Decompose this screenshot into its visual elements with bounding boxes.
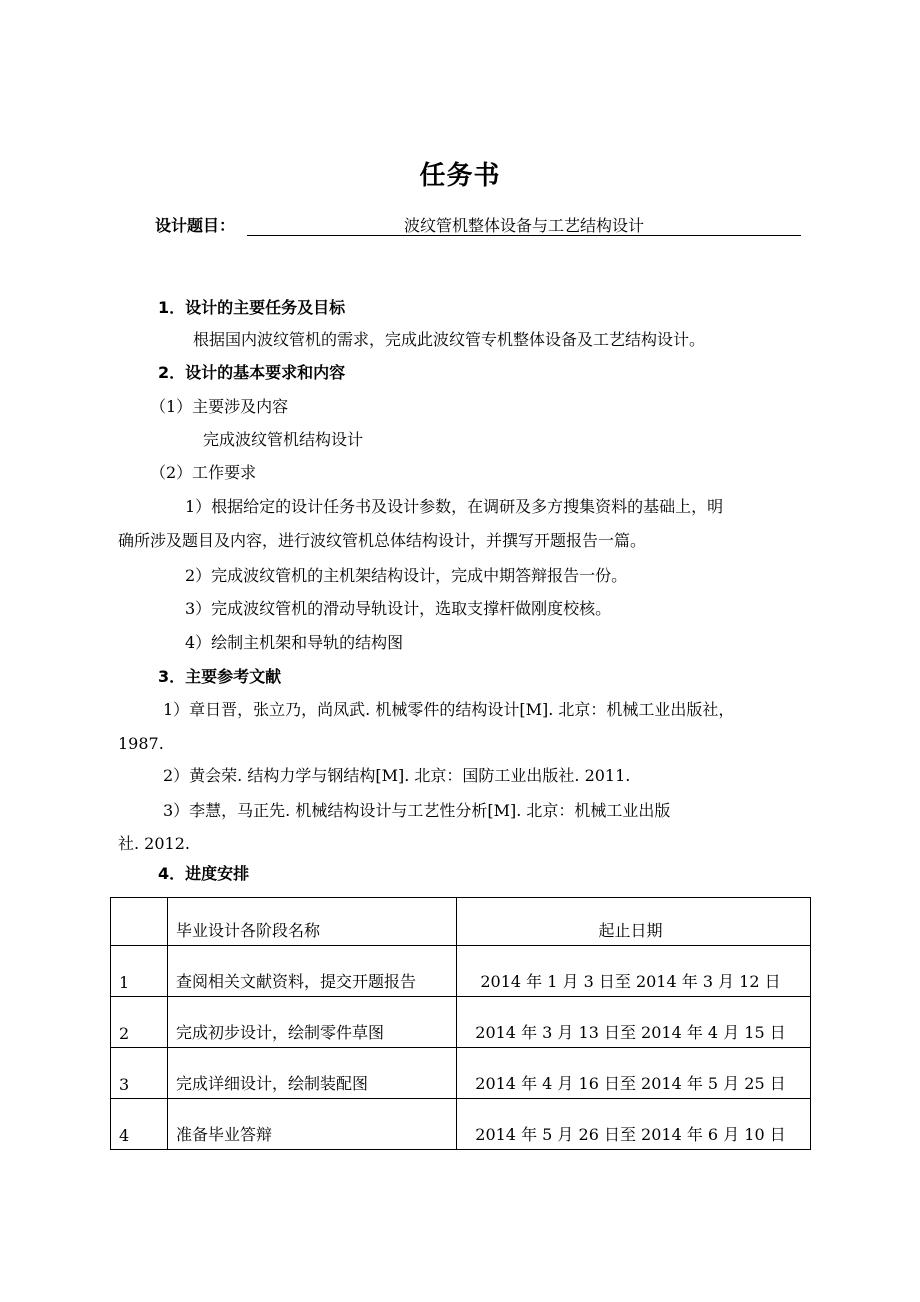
design-topic-row (155, 213, 805, 239)
schedule-table (110, 897, 811, 1150)
row-no-cell: 1 (111, 946, 168, 997)
requirement-1-line-1: 1）根据给定的设计任务书及设计参数，在调研及多方搜集资料的基础上，明 (185, 497, 724, 516)
section-1-body: 根据国内波纹管机的需求，完成此波纹管专机整体设备及工艺结构设计。 (193, 330, 706, 349)
row-date-cell: 2014 年 3 月 13 日至 2014 年 4 月 15 日 (457, 997, 811, 1048)
design-topic-label: 设计题目： (155, 216, 236, 235)
row-stage-cell: 准备毕业答辩 (168, 1099, 457, 1150)
section-1-heading: 1．设计的主要任务及目标 (158, 298, 346, 317)
header-stage-cell: 毕业设计各阶段名称 (168, 898, 457, 946)
header-no-cell (111, 898, 168, 946)
table-row (111, 1048, 811, 1099)
section-3-heading: 3．主要参考文献 (158, 667, 282, 686)
table-row (111, 946, 811, 997)
row-stage-cell: 查阅相关文献资料，提交开题报告 (168, 946, 457, 997)
row-date-cell: 2014 年 5 月 26 日至 2014 年 6 月 10 日 (457, 1099, 811, 1150)
reference-3-line-1: 3）李慧，马正先. 机械结构设计与工艺性分析[M]. 北京：机械工业出版 (163, 801, 671, 820)
document-title: 任务书 (419, 161, 501, 191)
reference-1-line-1: 1）章日晋，张立乃，尚凤武. 机械零件的结构设计[M]. 北京：机械工业出版社， (163, 700, 735, 719)
table-row (111, 1099, 811, 1150)
row-no-cell: 3 (111, 1048, 168, 1099)
row-date-cell: 2014 年 4 月 16 日至 2014 年 5 月 25 日 (457, 1048, 811, 1099)
requirement-4: 4）绘制主机架和导轨的结构图 (185, 633, 404, 652)
table-header-row (111, 898, 811, 946)
section-2-heading: 2．设计的基本要求和内容 (158, 363, 346, 382)
header-date-cell: 起止日期 (457, 898, 811, 946)
reference-1-line-2: 1987. (118, 734, 164, 753)
requirement-2: 2）完成波纹管机的主机架结构设计，完成中期答辩报告一份。 (185, 566, 628, 585)
table-row (111, 997, 811, 1048)
design-topic-value: 波纹管机整体设备与工艺结构设计 (247, 213, 801, 236)
row-no-cell: 2 (111, 997, 168, 1048)
reference-3-line-2: 社. 2012. (118, 834, 190, 853)
section-2-sub2-heading: （2）工作要求 (150, 463, 257, 482)
row-date-cell: 2014 年 1 月 3 日至 2014 年 3 月 12 日 (457, 946, 811, 997)
section-2-sub1-heading: （1）主要涉及内容 (150, 397, 289, 416)
reference-2: 2）黄会荣. 结构力学与钢结构[M]. 北京：国防工业出版社. 2011. (163, 766, 631, 785)
row-stage-cell: 完成详细设计，绘制装配图 (168, 1048, 457, 1099)
requirement-1-line-2: 确所涉及题目及内容，进行波纹管机总体结构设计，并撰写开题报告一篇。 (118, 531, 647, 550)
row-stage-cell: 完成初步设计，绘制零件草图 (168, 997, 457, 1048)
section-4-heading: 4．进度安排 (158, 864, 250, 883)
section-2-sub1-body: 完成波纹管机结构设计 (203, 430, 364, 449)
requirement-3: 3）完成波纹管机的滑动导轨设计，选取支撑杆做刚度校核。 (185, 599, 612, 618)
row-no-cell: 4 (111, 1099, 168, 1150)
